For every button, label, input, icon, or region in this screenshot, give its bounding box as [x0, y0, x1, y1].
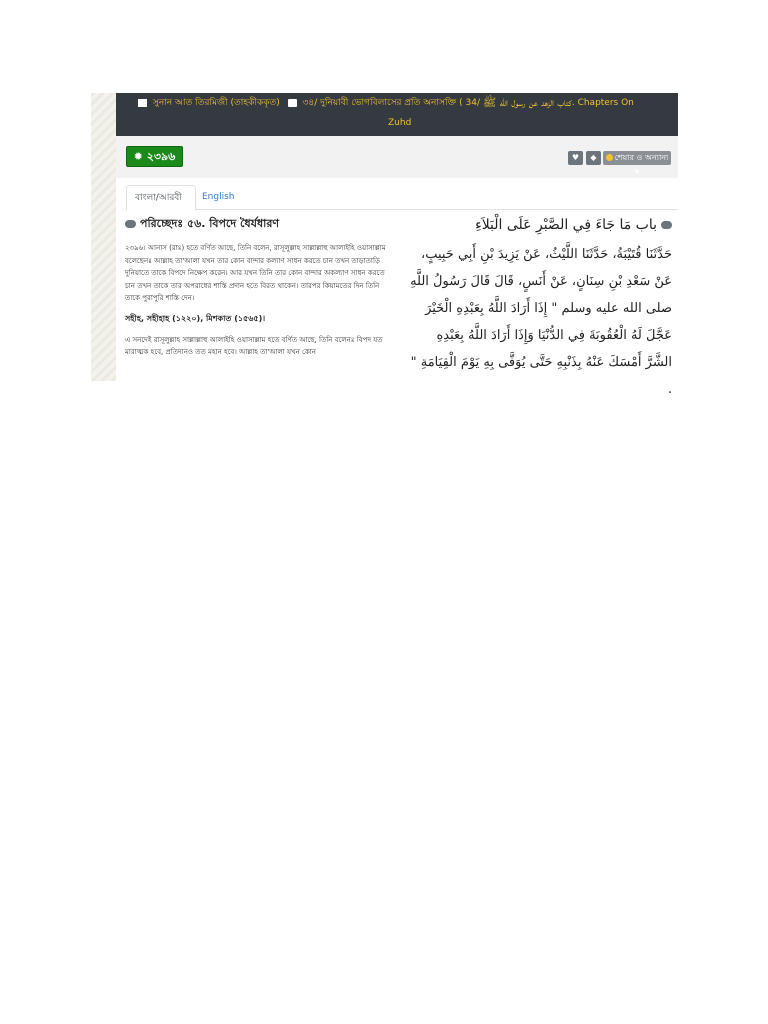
chapter-heading-arabic-text: باب مَا جَاءَ فِي الصَّبْرِ عَلَى الْبَلاَءِ — [475, 217, 657, 233]
share-dropdown-button[interactable] — [603, 151, 671, 176]
share-label: শেয়ার ও অন্যান্য ▾ — [614, 153, 669, 176]
background-texture — [91, 93, 116, 381]
breadcrumb-book-link[interactable]: সুনান আত তিরমিজী (তাহকীককৃত) — [152, 98, 280, 108]
hadith-text-arabic: حَدَّثَنَا قُتَيْبَةُ، حَدَّثَنَا اللَّيْثُ، عَنْ يَزِيدَ بْنِ أَبِي حَبِيبٍ، عَنْ سَعْدِ بْنِ سِنَانٍ، عَنْ أَنَسٍ، قَالَ قَالَ رَسُولُ اللَّهِ صلى الله عليه وسلم " إِذَا أَرَادَ اللَّهُ بِعَبْدِهِ الْخَيْرَ عَجَّلَ لَهُ الْعُقُوبَةَ فِي الدُّنْيَا وَإِذَا أَرَادَ اللَّهُ بِعَبْدِهِ الشَّرَّ أَمْسَكَ عَنْهُ بِذَنْبِهِ حَتَّى يُوَفَّى بِهِ يَوْمَ الْقِيَامَةِ " . — [410, 247, 672, 397]
book-icon — [138, 99, 147, 107]
hadith-grade: সহীহ, সহীহাহ (১২২০), মিশকাত (১৫৬৫)। — [125, 313, 266, 323]
bangla-column — [125, 215, 393, 367]
comment-icon — [125, 220, 136, 228]
hadith-page — [116, 93, 678, 397]
heart-icon: ♥ — [571, 153, 580, 162]
breadcrumb-chapter-link[interactable]: ৩৪/ দুনিয়াবী ভোগবিলাসের প্রতি অনাসক্তি ( — [302, 98, 463, 108]
tag-icon: ◆ — [590, 153, 597, 162]
hadith-toolbar — [116, 136, 678, 178]
language-tabs — [126, 185, 678, 210]
tab-bangla-arabic[interactable]: বাংলা/আরবী — [126, 185, 196, 211]
hadith-text-bangla: ২৩৯৬। আনাস (রাঃ) হতে বর্ণিত আছে, তিনি বলেন, রাসূলুল্লাহ সাল্লাল্লাহু আলাইহি ওয়াসাল্লাম বলেছেনঃ আল্লাহ তা'আলা যখন তার কোন বান্দার কল্যাণ সাধন করতে চান তখন তাড়াতাড়ি দুনিয়াতে তাকে বিপদে নিক্ষেপ করেন। আর যখন তিনি তার কোন বান্দার অকল্যাণ সাধন করতে চান তখন তাকে তার অপরাধের শাস্তি প্রদান হতে বিরত থাকেন। তারপর কিয়ামতের দিন তিনি তাকে পুরাপুরি শাস্তি দেন। — [125, 244, 386, 302]
tab-english[interactable]: English — [202, 192, 235, 202]
favorite-button[interactable] — [568, 151, 583, 165]
chapter-heading-text: পরিচ্ছেদঃ ৫৬. বিপদে ধৈর্যধারণ — [140, 217, 280, 230]
breadcrumb-chapter-english-cont[interactable]: Zuhd — [388, 118, 412, 128]
tag-button[interactable] — [586, 151, 601, 165]
share-dot-icon — [606, 154, 613, 161]
folder-icon — [288, 99, 297, 107]
hadith-text-bangla-2: এ সনদেই রাসূলুল্লাহ সাল্লাল্লাহু আলাইহি ওয়াসাল্লাম হতে বর্ণিত আছে, তিনি বলেনঃ বিপদ যত মারাত্মক হবে, প্রতিদানও তত মহান হবে। আল্লাহ তা'আলা যখন কোন — [125, 335, 383, 356]
hadith-number-badge: ✹ ২৩৯৬ — [126, 146, 183, 167]
breadcrumb — [138, 97, 668, 110]
comment-icon-arabic — [661, 221, 672, 229]
screenshot-frame — [91, 93, 678, 397]
breadcrumb-bar — [116, 93, 678, 136]
chapter-heading-arabic — [408, 217, 672, 233]
breadcrumb-chapter-english[interactable]: /34. Chapters On — [465, 98, 634, 108]
chapter-heading-bangla — [125, 215, 393, 234]
breadcrumb-chapter-arabic[interactable]: كتاب الزهد عن رسول الله ﷺ — [482, 96, 572, 109]
arabic-column — [408, 217, 672, 403]
